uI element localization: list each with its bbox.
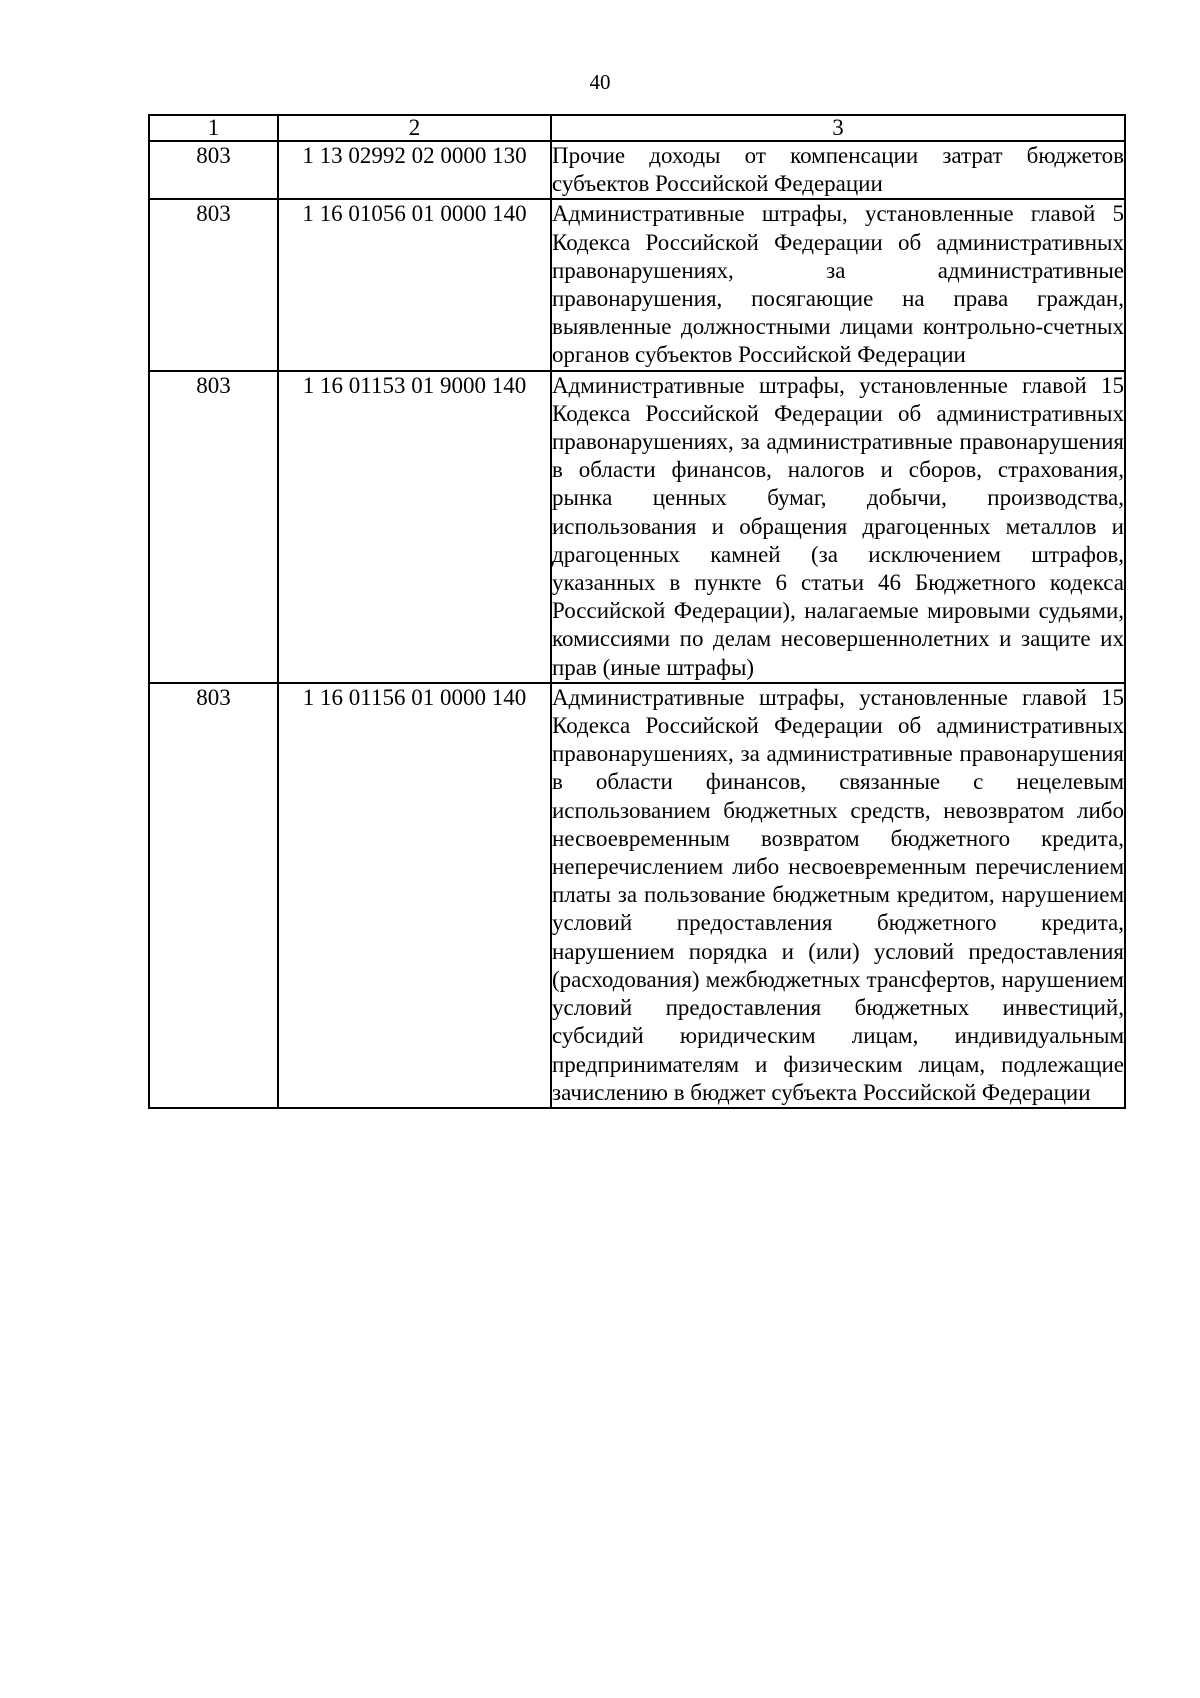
header-col-1: 1 <box>149 115 278 141</box>
revenue-code-cell: 1 16 01153 01 9000 140 <box>278 371 551 683</box>
page-number: 40 <box>589 70 611 94</box>
description-text: Административные штрафы, установленные главой 15 Кодекса Российской Федерации об административных правонарушениях, за административные правонарушения в области финансов, налогов и сборов, страхования, рынка ценных бумаг, добычи, производства, использования и обращения драгоценных металлов и драгоценных камней (за исключением штрафов, указанных в пункте 6 статьи 46 Бюджетного кодекса Российской Федерации), налагаемые мировыми судьями, комиссиями по делам несовершеннолетних и защите их прав (иные штрафы) <box>552 372 1124 680</box>
description-cell <box>551 199 1125 370</box>
description-text: Прочие доходы от компенсации затрат бюджетов субъектов Российской Федерации <box>552 143 1124 197</box>
admin-code-cell: 803 <box>149 371 278 683</box>
description-cell <box>551 141 1125 199</box>
table-row <box>149 141 1125 199</box>
admin-code-cell: 803 <box>149 141 278 199</box>
admin-code-cell: 803 <box>149 199 278 370</box>
table-header-row <box>149 115 1125 141</box>
revenue-codes-table <box>148 114 1126 1109</box>
table-row <box>149 371 1125 683</box>
description-text: Административные штрафы, установленные главой 15 Кодекса Российской Федерации об административных правонарушениях, за административные правонарушения в области финансов, связанные с нецелевым использованием бюджетных средств, невозвратом либо несвоевременным возвратом бюджетного кредита, неперечислением либо несвоевременным перечислением платы за пользование бюджетным кредитом, нарушением условий предоставления бюджетного кредита, нарушением порядка и (или) условий предоставления (расходования) межбюджетных трансфертов, нарушением условий предоставления бюджетных инвестиций, субсидий юридическим лицам, индивидуальным предпринимателям и физическим лицам, подлежащие зачислению в бюджет субъекта Российской Федерации <box>552 684 1124 1105</box>
description-cell <box>551 371 1125 683</box>
header-col-3: 3 <box>551 115 1125 141</box>
revenue-code-cell: 1 16 01156 01 0000 140 <box>278 683 551 1108</box>
revenue-code-cell: 1 16 01056 01 0000 140 <box>278 199 551 370</box>
admin-code-cell: 803 <box>149 683 278 1108</box>
description-text: Административные штрафы, установленные главой 5 Кодекса Российской Федерации об административных правонарушениях, за административные правонарушения, посягающие на права граждан, выявленные должностными лицами контрольно-счетных органов субъектов Российской Федерации <box>552 201 1124 368</box>
table-row <box>149 199 1125 370</box>
table-row <box>149 683 1125 1108</box>
description-cell <box>551 683 1125 1108</box>
revenue-code-cell: 1 13 02992 02 0000 130 <box>278 141 551 199</box>
header-col-2: 2 <box>278 115 551 141</box>
